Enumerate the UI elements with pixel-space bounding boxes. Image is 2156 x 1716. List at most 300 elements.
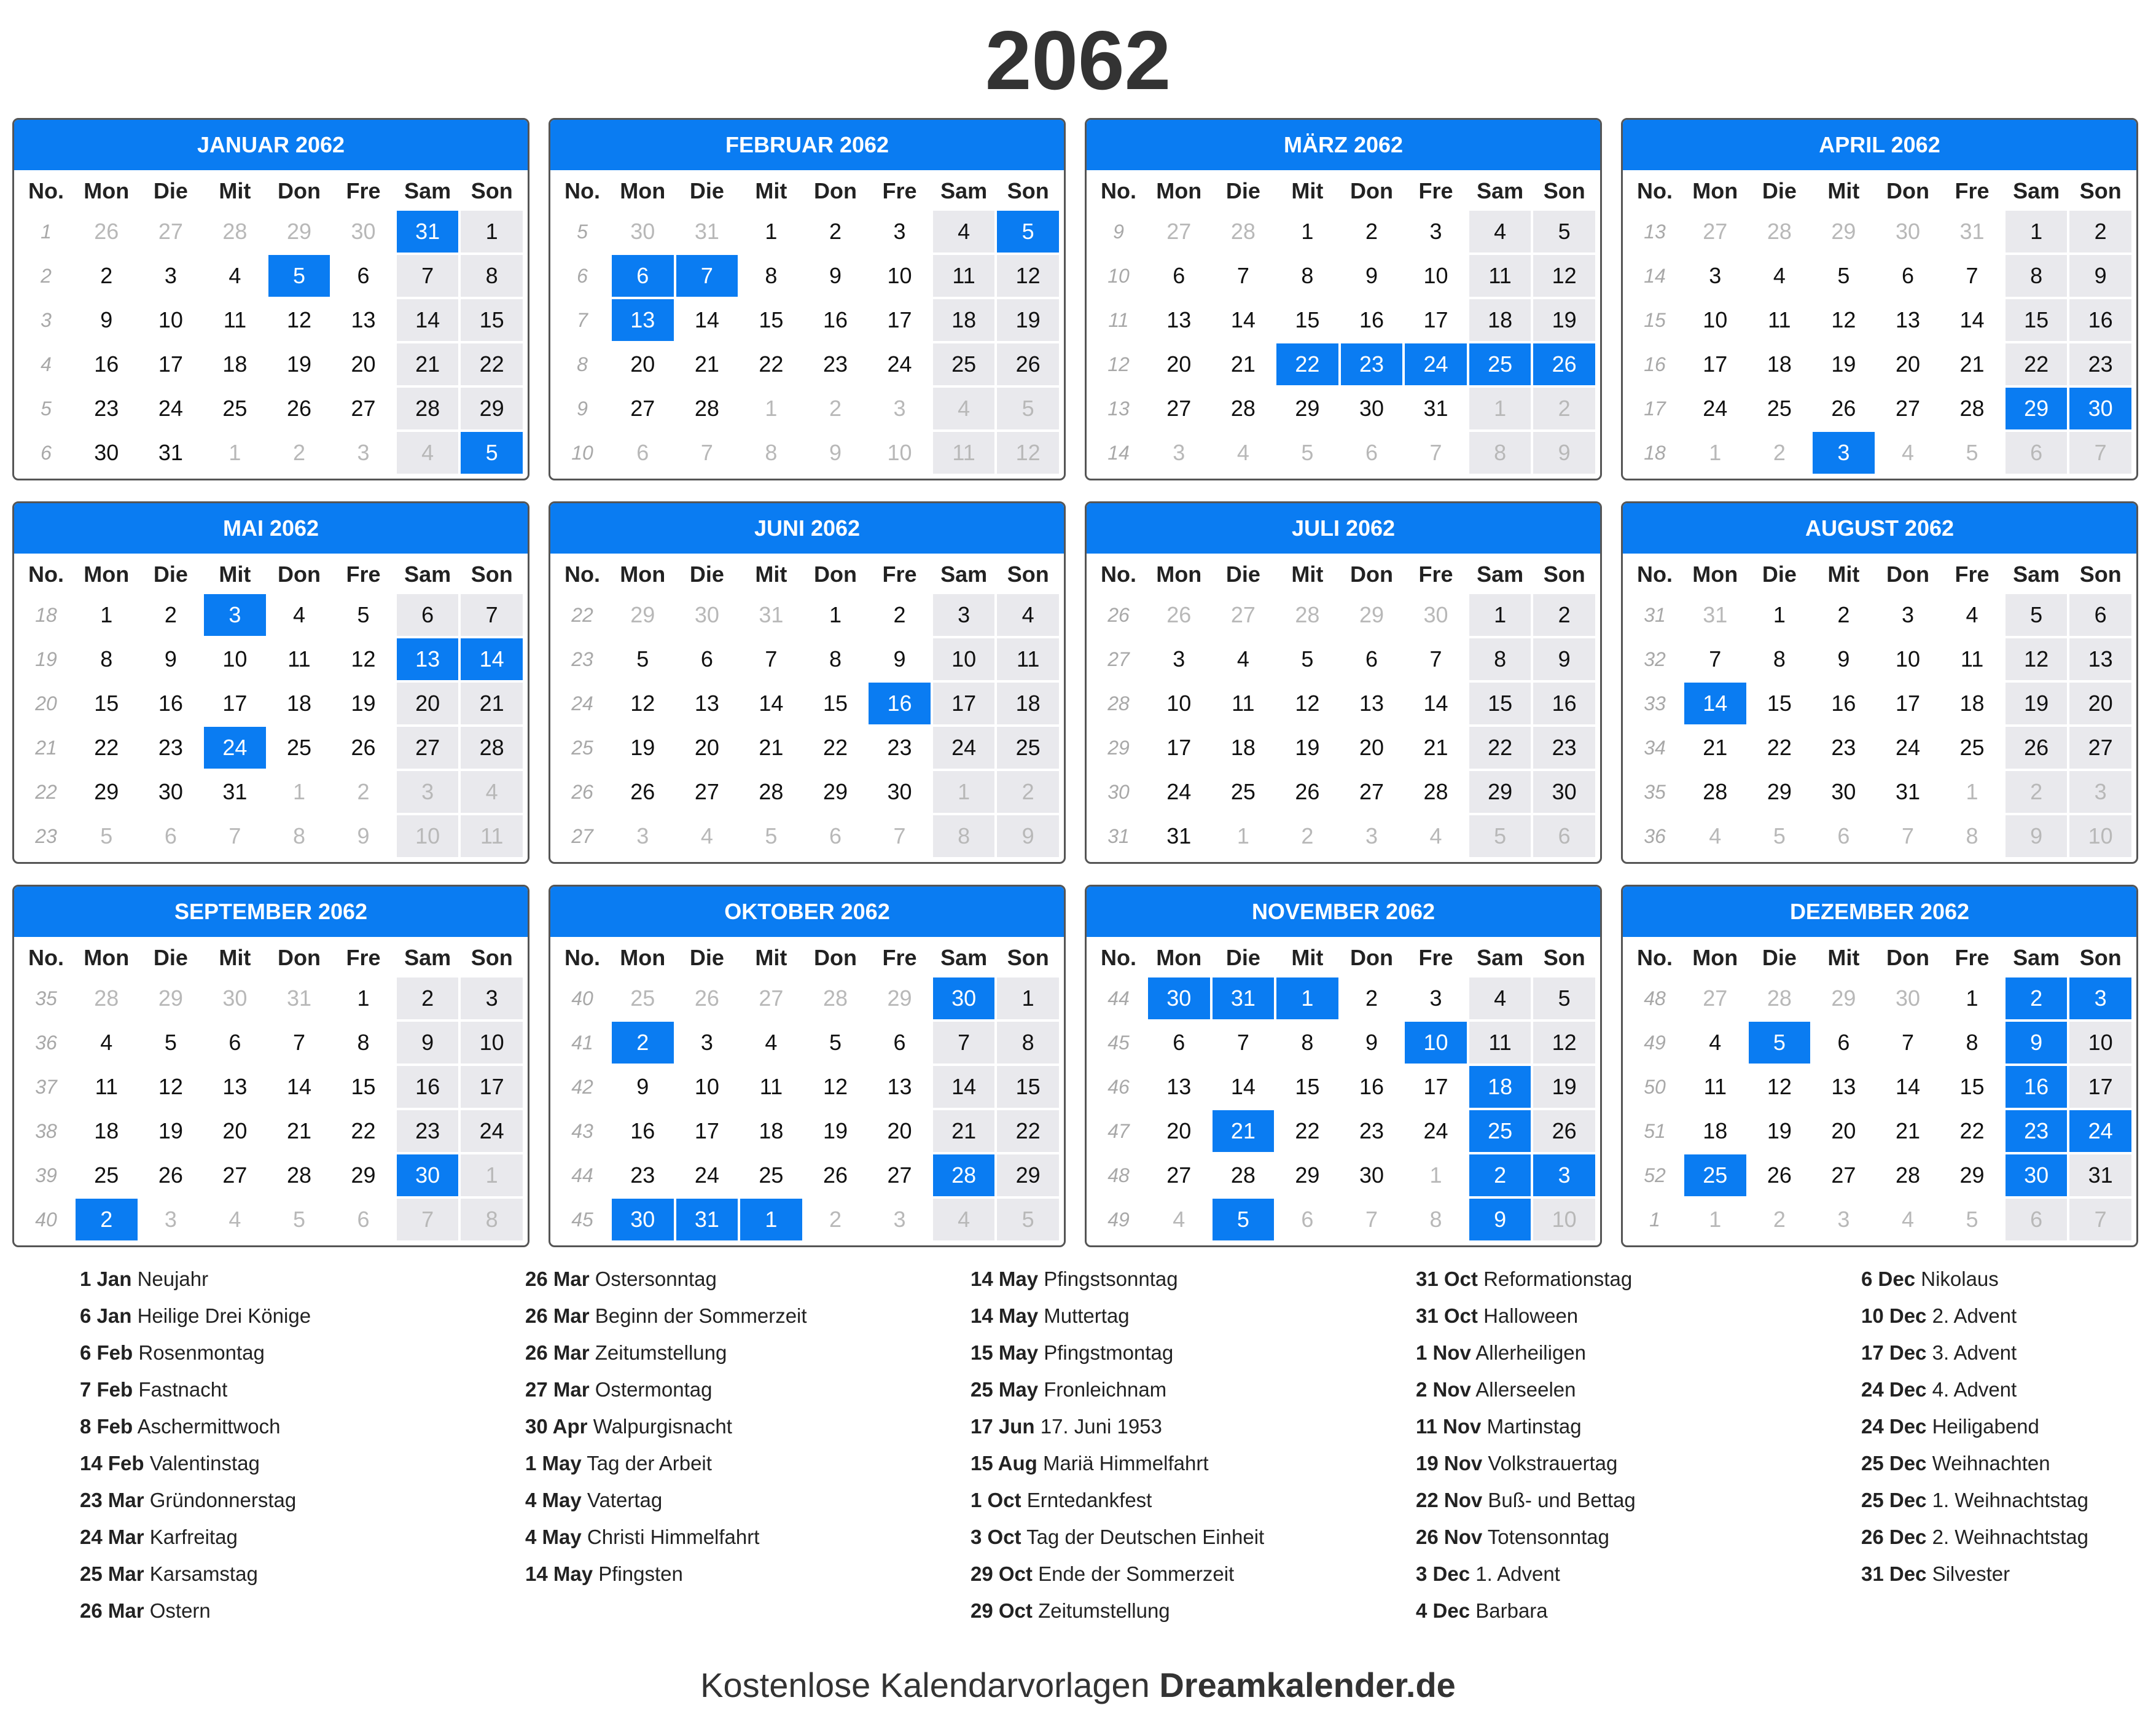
holiday-name: Zeitumstellung xyxy=(1038,1599,1170,1622)
day-cell: 14 xyxy=(1423,691,1448,716)
day-cell: 27 xyxy=(1703,985,1728,1011)
day-cell: 29 xyxy=(94,779,119,804)
day-cell: 7 xyxy=(2069,432,2131,474)
day-cell: 2 xyxy=(2006,771,2068,813)
week-number: 47 xyxy=(1107,1119,1130,1142)
week-number: 5 xyxy=(577,220,588,243)
weekday-header: Mit xyxy=(1827,178,1860,203)
holiday-name: Ostern xyxy=(149,1599,211,1622)
day-cell: 26 xyxy=(1767,1162,1792,1188)
day-cell: 27 xyxy=(887,1162,912,1188)
day-cell: 1 xyxy=(1429,1162,1442,1188)
week-number: 22 xyxy=(571,603,593,626)
highlighted-day-cell: 30 xyxy=(1148,977,1210,1019)
day-cell: 28 xyxy=(1703,779,1728,804)
holiday-date: 4 Dec xyxy=(1416,1599,1471,1622)
week-row xyxy=(555,683,1059,724)
day-cell: 2 xyxy=(893,602,906,627)
day-cell: 3 xyxy=(2069,771,2131,813)
holiday-item xyxy=(1861,1371,2156,1408)
day-cell: 14 xyxy=(286,1074,311,1099)
day-cell: 28 xyxy=(1959,396,1985,421)
weekday-header: Mon xyxy=(1156,945,1202,970)
day-cell: 7 xyxy=(1429,440,1442,465)
holiday-name: 4. Advent xyxy=(1932,1378,2017,1401)
footer[interactable] xyxy=(0,1665,2156,1705)
holiday-item xyxy=(1416,1593,1846,1629)
week-number: 46 xyxy=(1107,1075,1130,1098)
day-cell: 27 xyxy=(351,396,376,421)
day-cell: 9 xyxy=(636,1074,649,1099)
week-number: 18 xyxy=(1644,441,1666,464)
holiday-item xyxy=(1416,1334,1846,1371)
holiday-column xyxy=(525,1261,955,1593)
day-cell: 15 xyxy=(997,1066,1059,1108)
day-cell: 18 xyxy=(1767,351,1792,377)
highlighted-day-cell: 1 xyxy=(1276,977,1338,1019)
day-cell: 8 xyxy=(829,646,842,672)
day-cell: 28 xyxy=(759,779,784,804)
day-cell: 4 xyxy=(1709,1030,1722,1055)
day-cell: 4 xyxy=(1469,211,1531,253)
week-number: 52 xyxy=(1644,1164,1666,1186)
day-cell: 28 xyxy=(1230,219,1256,244)
day-cell: 9 xyxy=(357,823,370,848)
day-cell: 27 xyxy=(158,219,183,244)
weekday-header: Don xyxy=(277,945,321,970)
week-row xyxy=(1628,815,2131,857)
day-cell: 22 xyxy=(1295,1118,1320,1143)
day-cell: 11 xyxy=(1703,1074,1727,1099)
holiday-name: Valentinstag xyxy=(149,1452,260,1475)
week-row xyxy=(1628,1066,2131,1108)
holiday-date: 26 Nov xyxy=(1416,1526,1483,1548)
holiday-name: Ende der Sommerzeit xyxy=(1038,1562,1235,1585)
day-cell: 10 xyxy=(222,646,248,672)
week-number: 40 xyxy=(35,1208,57,1231)
day-cell: 23 xyxy=(158,735,183,760)
day-cell: 12 xyxy=(2006,638,2068,680)
holiday-name: Aschermittwoch xyxy=(137,1415,281,1438)
weekday-header: Mit xyxy=(219,178,251,203)
holiday-name: Muttertag xyxy=(1044,1304,1130,1327)
day-cell: 28 xyxy=(1767,219,1792,244)
day-cell: 20 xyxy=(1831,1118,1856,1143)
day-cell: 24 xyxy=(887,351,912,377)
week-number: 10 xyxy=(571,441,593,464)
weekday-header: Fre xyxy=(1418,945,1453,970)
holiday-date: 11 Nov xyxy=(1416,1415,1482,1438)
day-cell: 27 xyxy=(1230,602,1256,627)
day-cell: 7 xyxy=(1236,263,1249,288)
holiday-item xyxy=(80,1371,510,1408)
day-cell: 23 xyxy=(822,351,848,377)
weekday-header: Fre xyxy=(882,945,917,970)
holiday-item xyxy=(525,1408,955,1445)
holiday-name: Volkstrauertag xyxy=(1488,1452,1618,1475)
day-cell: 8 xyxy=(1469,432,1531,474)
day-cell: 24 xyxy=(1423,1118,1448,1143)
holiday-date: 3 Dec xyxy=(1416,1562,1471,1585)
week-row xyxy=(1092,771,1595,813)
holiday-date: 31 Dec xyxy=(1861,1562,1927,1585)
weekday-header: Son xyxy=(471,945,513,970)
holiday-date: 25 Mar xyxy=(80,1562,144,1585)
highlighted-day-cell: 24 xyxy=(2069,1110,2131,1152)
day-cell: 14 xyxy=(694,307,719,332)
weekday-header: Son xyxy=(1543,945,1585,970)
weekday-header: Don xyxy=(813,945,857,970)
day-cell: 19 xyxy=(1295,735,1320,760)
highlighted-day-cell: 3 xyxy=(2069,977,2131,1019)
day-cell: 5 xyxy=(829,1030,842,1055)
holiday-item xyxy=(1861,1445,2156,1482)
day-cell: 22 xyxy=(1767,735,1792,760)
holiday-item xyxy=(1416,1261,1846,1298)
holiday-item xyxy=(971,1482,1400,1519)
day-cell: 12 xyxy=(1533,255,1595,297)
weekday-header: Don xyxy=(277,178,321,203)
day-cell: 15 xyxy=(1295,1074,1320,1099)
day-cell: 5 xyxy=(1469,815,1531,857)
day-cell: 27 xyxy=(630,396,655,421)
day-cell: 9 xyxy=(893,646,906,672)
day-cell: 4 xyxy=(997,594,1059,636)
day-cell: 10 xyxy=(1895,646,1920,672)
holiday-item xyxy=(1416,1445,1846,1482)
day-cell: 5 xyxy=(100,823,113,848)
day-cell: 7 xyxy=(1709,646,1722,672)
week-row xyxy=(19,432,523,474)
day-cell: 24 xyxy=(158,396,183,421)
week-number: 41 xyxy=(571,1031,593,1054)
day-cell: 27 xyxy=(1703,219,1728,244)
day-cell: 19 xyxy=(286,351,311,377)
day-cell: 31 xyxy=(1895,779,1920,804)
weekday-header: Fre xyxy=(882,562,917,587)
week-number: 11 xyxy=(1108,308,1129,331)
highlighted-day-cell: 14 xyxy=(461,638,523,680)
week-number: 34 xyxy=(1644,736,1666,759)
week-number: 23 xyxy=(571,648,593,670)
holiday-date: 15 May xyxy=(971,1341,1039,1364)
week-row xyxy=(1092,727,1595,769)
day-cell: 9 xyxy=(397,1022,459,1064)
weekday-header: Mon xyxy=(1692,945,1738,970)
day-cell: 6 xyxy=(2006,432,2068,474)
day-cell: 5 xyxy=(765,823,778,848)
day-cell: 1 xyxy=(228,440,241,465)
week-number: 12 xyxy=(1107,353,1130,375)
day-cell: 28 xyxy=(1423,779,1448,804)
week-number: 38 xyxy=(35,1119,57,1142)
holiday-item xyxy=(1861,1298,2156,1334)
day-cell: 10 xyxy=(2069,1022,2131,1064)
day-cell: 2 xyxy=(2069,211,2131,253)
day-cell: 25 xyxy=(1767,396,1792,421)
week-row xyxy=(1092,1110,1595,1152)
weekday-header: Sam xyxy=(2013,945,2060,970)
day-cell: 1 xyxy=(1709,440,1722,465)
day-cell: 9 xyxy=(1533,638,1595,680)
day-cell: 23 xyxy=(1831,735,1856,760)
week-row xyxy=(555,1066,1059,1108)
footer-brand[interactable]: Dreamkalender.de xyxy=(1159,1666,1456,1704)
day-cell: 9 xyxy=(100,307,113,332)
holiday-name: 2. Advent xyxy=(1932,1304,2017,1327)
day-cell: 16 xyxy=(158,691,183,716)
holiday-date: 14 Feb xyxy=(80,1452,144,1475)
week-number: 7 xyxy=(577,308,588,331)
week-number: 40 xyxy=(571,987,593,1009)
day-cell: 13 xyxy=(1166,1074,1192,1099)
day-cell: 17 xyxy=(1166,735,1192,760)
day-cell: 30 xyxy=(1895,219,1920,244)
highlighted-day-cell: 31 xyxy=(397,211,459,253)
day-cell: 7 xyxy=(1901,823,1914,848)
day-cell: 4 xyxy=(100,1030,113,1055)
holiday-name: Pfingstsonntag xyxy=(1044,1267,1178,1290)
day-cell: 22 xyxy=(759,351,784,377)
week-row xyxy=(555,638,1059,680)
holiday-date: 6 Feb xyxy=(80,1341,133,1364)
holiday-name: Pfingsten xyxy=(598,1562,683,1585)
day-cell: 29 xyxy=(1359,602,1384,627)
holiday-item xyxy=(1861,1482,2156,1519)
day-cell: 7 xyxy=(1365,1207,1378,1232)
week-number: 14 xyxy=(1107,441,1130,464)
day-cell: 14 xyxy=(1230,1074,1256,1099)
holiday-column xyxy=(1416,1261,1846,1629)
holiday-item xyxy=(1861,1334,2156,1371)
holiday-name: Zeitumstellung xyxy=(595,1341,727,1364)
day-cell: 21 xyxy=(694,351,719,377)
day-cell: 23 xyxy=(1359,1118,1384,1143)
day-cell: 6 xyxy=(1173,263,1185,288)
day-cell: 17 xyxy=(1895,691,1920,716)
holiday-name: Buß- und Bettag xyxy=(1488,1489,1636,1511)
month-calendar xyxy=(1621,885,2138,1247)
day-cell: 19 xyxy=(822,1118,848,1143)
weekday-header: Fre xyxy=(1418,178,1453,203)
holiday-name: 17. Juni 1953 xyxy=(1040,1415,1162,1438)
holiday-item xyxy=(525,1261,955,1298)
highlighted-day-cell: 13 xyxy=(612,299,674,341)
day-cell: 9 xyxy=(997,815,1059,857)
week-row xyxy=(1092,815,1595,857)
holiday-name: Allerseelen xyxy=(1475,1378,1576,1401)
day-cell: 22 xyxy=(1469,727,1531,769)
holiday-date: 17 Jun xyxy=(971,1415,1035,1438)
week-row xyxy=(555,1110,1059,1152)
holiday-name: Ostermontag xyxy=(595,1378,713,1401)
weekday-header: Die xyxy=(1762,562,1797,587)
week-row xyxy=(1628,1199,2131,1240)
day-cell: 6 xyxy=(1837,1030,1850,1055)
weekday-header: Son xyxy=(471,178,513,203)
holiday-date: 3 Oct xyxy=(971,1526,1021,1548)
day-cell: 28 xyxy=(222,219,248,244)
day-cell: 10 xyxy=(694,1074,719,1099)
weekday-header: Mit xyxy=(1827,562,1860,587)
month-grid xyxy=(1087,170,1600,477)
day-cell: 4 xyxy=(765,1030,778,1055)
month-calendar xyxy=(549,501,1066,864)
holiday-item xyxy=(80,1334,510,1371)
day-cell: 4 xyxy=(1901,1207,1914,1232)
day-cell: 14 xyxy=(1230,307,1256,332)
day-cell: 29 xyxy=(822,779,848,804)
day-cell: 3 xyxy=(461,977,523,1019)
holiday-date: 19 Nov xyxy=(1416,1452,1483,1475)
day-cell: 25 xyxy=(630,985,655,1011)
day-cell: 3 xyxy=(1365,823,1378,848)
day-cell: 6 xyxy=(829,823,842,848)
highlighted-day-cell: 3 xyxy=(1813,432,1875,474)
day-cell: 15 xyxy=(351,1074,376,1099)
week-number: 42 xyxy=(571,1075,593,1098)
month-title: SEPTEMBER 2062 xyxy=(14,887,528,937)
day-cell: 9 xyxy=(1837,646,1850,672)
day-cell: 1 xyxy=(1773,602,1786,627)
weekday-header: Mon xyxy=(1156,178,1202,203)
weekday-header: Mit xyxy=(755,562,787,587)
day-cell: 9 xyxy=(2069,255,2131,297)
highlighted-day-cell: 30 xyxy=(2069,388,2131,429)
day-cell: 11 xyxy=(997,638,1059,680)
day-cell: 6 xyxy=(2069,594,2131,636)
day-cell: 13 xyxy=(694,691,719,716)
day-cell: 16 xyxy=(1533,683,1595,724)
weekday-header: Sam xyxy=(2013,178,2060,203)
day-cell: 12 xyxy=(1533,1022,1595,1064)
day-cell: 18 xyxy=(1230,735,1256,760)
weekday-header: Die xyxy=(1762,945,1797,970)
holiday-date: 26 Dec xyxy=(1861,1526,1927,1548)
holiday-name: Gründonnerstag xyxy=(149,1489,297,1511)
week-number-header: No. xyxy=(1101,178,1136,203)
day-cell: 21 xyxy=(397,343,459,385)
weekday-header: Sam xyxy=(940,178,988,203)
day-cell: 18 xyxy=(759,1118,784,1143)
holiday-date: 14 May xyxy=(971,1267,1039,1290)
weekday-header: Die xyxy=(1225,178,1260,203)
day-cell: 9 xyxy=(1533,432,1595,474)
week-number: 9 xyxy=(577,397,588,420)
day-cell: 31 xyxy=(158,440,183,465)
week-number: 2 xyxy=(41,264,52,287)
holiday-name: Fastnacht xyxy=(138,1378,228,1401)
day-cell: 20 xyxy=(222,1118,248,1143)
week-number: 6 xyxy=(577,264,588,287)
holiday-name: Pfingstmontag xyxy=(1044,1341,1174,1364)
week-number: 29 xyxy=(1107,736,1130,759)
day-cell: 26 xyxy=(158,1162,183,1188)
month-calendar xyxy=(1085,885,1602,1247)
holiday-date: 15 Aug xyxy=(971,1452,1037,1475)
weekday-header: Don xyxy=(1349,945,1393,970)
holiday-date: 29 Oct xyxy=(971,1562,1033,1585)
day-cell: 2 xyxy=(397,977,459,1019)
day-cell: 26 xyxy=(822,1162,848,1188)
day-cell: 31 xyxy=(694,219,719,244)
week-number-header: No. xyxy=(28,562,64,587)
holiday-item xyxy=(80,1408,510,1445)
day-cell: 5 xyxy=(164,1030,177,1055)
weekday-header: Don xyxy=(1886,178,1929,203)
day-cell: 21 xyxy=(933,1110,995,1152)
day-cell: 2 xyxy=(1533,594,1595,636)
weekday-header: Sam xyxy=(404,178,451,203)
week-number: 37 xyxy=(35,1075,57,1098)
day-cell: 2 xyxy=(1773,440,1786,465)
holiday-name: 1. Weihnachtstag xyxy=(1932,1489,2088,1511)
day-cell: 1 xyxy=(765,396,778,421)
day-cell: 18 xyxy=(997,683,1059,724)
day-cell: 5 xyxy=(1301,440,1314,465)
day-cell: 6 xyxy=(357,263,370,288)
weekday-header: Fre xyxy=(346,562,381,587)
holiday-item xyxy=(1416,1298,1846,1334)
weekday-header: Mit xyxy=(1291,945,1324,970)
week-row xyxy=(19,594,523,636)
weekday-header: Don xyxy=(1349,562,1393,587)
highlighted-day-cell: 5 xyxy=(268,255,330,297)
week-row xyxy=(555,299,1059,341)
week-row xyxy=(1092,594,1595,636)
holiday-date: 1 Jan xyxy=(80,1267,132,1290)
day-cell: 14 xyxy=(759,691,784,716)
day-cell: 19 xyxy=(351,691,376,716)
day-cell: 10 xyxy=(887,263,912,288)
day-cell: 15 xyxy=(822,691,848,716)
day-cell: 9 xyxy=(829,263,842,288)
day-cell: 26 xyxy=(1533,1110,1595,1152)
day-cell: 24 xyxy=(461,1110,523,1152)
day-cell: 14 xyxy=(1959,307,1985,332)
day-cell: 31 xyxy=(759,602,784,627)
day-cell: 26 xyxy=(2006,727,2068,769)
holiday-item xyxy=(971,1445,1400,1482)
day-cell: 11 xyxy=(1768,307,1791,332)
week-number: 48 xyxy=(1107,1164,1130,1186)
day-cell: 22 xyxy=(461,343,523,385)
weekday-header: Son xyxy=(1007,562,1049,587)
day-cell: 2 xyxy=(829,1207,842,1232)
day-cell: 29 xyxy=(1959,1162,1985,1188)
day-cell: 7 xyxy=(933,1022,995,1064)
week-row xyxy=(1092,1199,1595,1240)
day-cell: 2 xyxy=(164,602,177,627)
holiday-date: 6 Jan xyxy=(80,1304,132,1327)
day-cell: 6 xyxy=(397,594,459,636)
day-cell: 3 xyxy=(893,396,906,421)
day-cell: 4 xyxy=(933,388,995,429)
day-cell: 5 xyxy=(292,1207,305,1232)
day-cell: 1 xyxy=(461,1154,523,1196)
week-row xyxy=(1628,1110,2131,1152)
day-cell: 6 xyxy=(228,1030,241,1055)
day-cell: 15 xyxy=(1295,307,1320,332)
week-number: 28 xyxy=(1107,692,1130,715)
weekday-header: Sam xyxy=(404,945,451,970)
day-cell: 22 xyxy=(2006,343,2068,385)
day-cell: 1 xyxy=(100,602,113,627)
day-cell: 10 xyxy=(887,440,912,465)
week-row xyxy=(1628,255,2131,297)
holiday-name: Walpurgisnacht xyxy=(593,1415,732,1438)
weekday-header: Don xyxy=(1349,178,1393,203)
